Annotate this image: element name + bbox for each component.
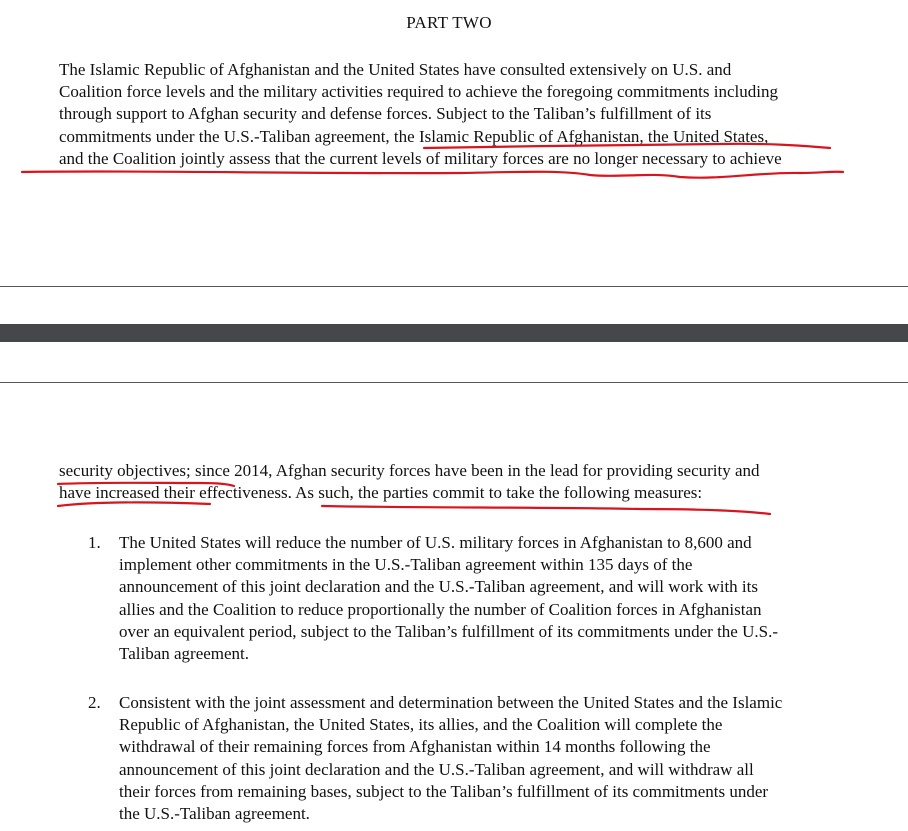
item-line: announcement of this joint declaration and the U.S.-Taliban agreement, and will work with its bbox=[119, 577, 758, 597]
item-line: implement other commitments in the U.S.-Taliban agreement within 135 days of the bbox=[119, 555, 693, 575]
item-line: announcement of this joint declaration and the U.S.-Taliban agreement, and will withdraw all bbox=[119, 759, 754, 779]
page-bottom-edge bbox=[0, 286, 908, 287]
item-text bbox=[119, 692, 782, 825]
item-line: Taliban agreement. bbox=[119, 644, 250, 664]
paragraph-line: security objectives; since 2014, Afghan security forces have been in the lead for providing security and bbox=[59, 461, 760, 480]
paragraph-line: The Islamic Republic of Afghanistan and the United States have consulted extensively on U.S. and bbox=[59, 60, 732, 79]
bottom-page bbox=[0, 383, 908, 831]
item-line: their forces from remaining bases, subject to the Taliban’s fulfillment of its commitments under bbox=[119, 781, 769, 801]
paragraph-line: through support to Afghan security and defense forces. Subject to the Taliban’s fulfillment of its bbox=[59, 104, 712, 124]
paragraph-line: and the Coalition jointly assess that the current levels of military forces are no longer necessary to achieve bbox=[59, 148, 782, 168]
item-number: 2. bbox=[88, 693, 101, 712]
item-line: Consistent with the joint assessment and determination between the United States and the Islamic bbox=[119, 693, 783, 712]
section-heading: PART TWO bbox=[406, 13, 492, 32]
item-text bbox=[119, 532, 778, 665]
item-line: Republic of Afghanistan, the United States, its allies, and the Coalition will complete the bbox=[119, 715, 723, 735]
paragraph-line: Coalition force levels and the military activities required to achieve the foregoing commitments including bbox=[59, 82, 778, 102]
item-line: The United States will reduce the number of U.S. military forces in Afghanistan to 8,600 and bbox=[119, 533, 752, 552]
top-page bbox=[0, 0, 908, 286]
item-line: allies and the Coalition to reduce proportionally the number of Coalition forces in Afghanistan bbox=[119, 599, 762, 619]
item-line: withdrawal of their remaining forces from Afghanistan within 14 months following the bbox=[119, 737, 711, 757]
item-line: over an equivalent period, subject to the Taliban’s fulfillment of its commitments under the U.S.- bbox=[119, 621, 778, 641]
paragraph-line: have increased their effectiveness. As such, the parties commit to take the following measures: bbox=[59, 483, 703, 503]
page-gap-bar bbox=[0, 324, 908, 342]
item-number: 1. bbox=[88, 533, 101, 552]
item-line: the U.S.-Taliban agreement. bbox=[119, 804, 310, 824]
part-two-paragraph bbox=[59, 59, 859, 170]
continuation-paragraph bbox=[59, 460, 859, 504]
paragraph-line: commitments under the U.S.-Taliban agreement, the Islamic Republic of Afghanistan, the United States, bbox=[59, 126, 769, 146]
